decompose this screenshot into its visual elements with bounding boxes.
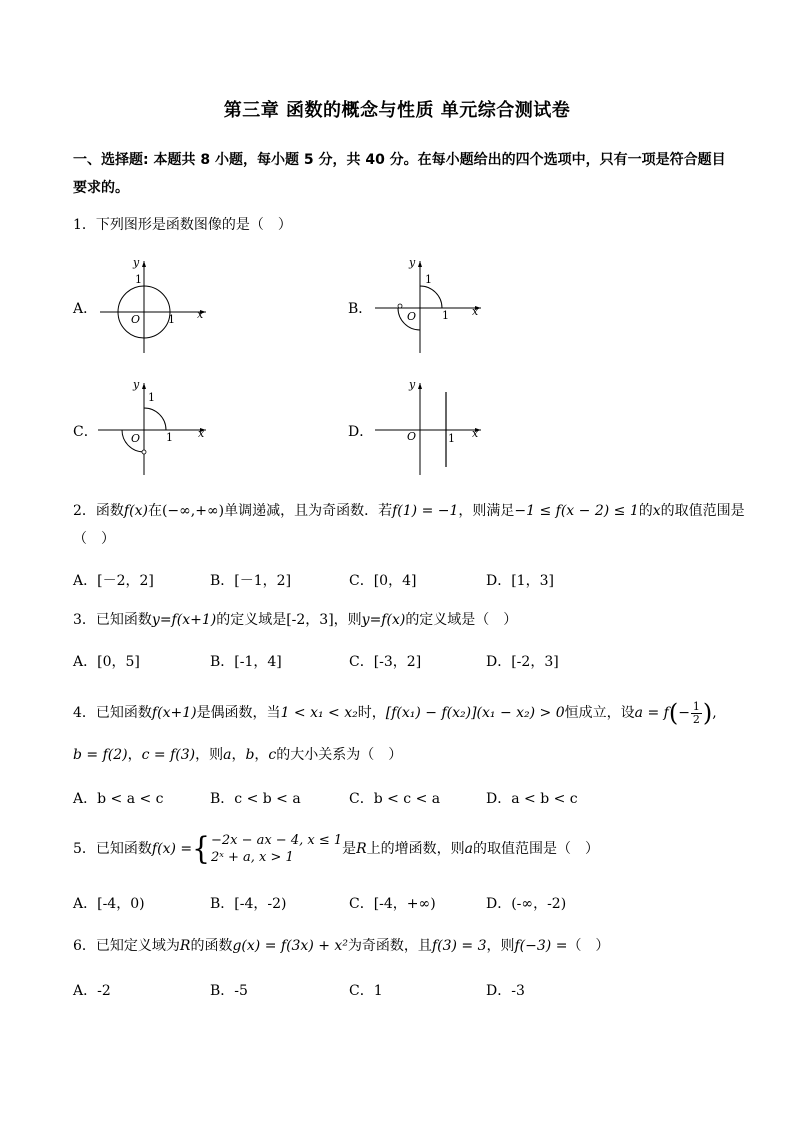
- q4-math: a: [223, 747, 232, 763]
- option-a: A．[－2，2]: [73, 573, 154, 589]
- question-4-line2: [73, 744, 402, 766]
- q4-math: c: [268, 747, 277, 763]
- x-axis-label: x: [197, 308, 204, 321]
- q4-text: ，则: [195, 747, 224, 763]
- q6-text: 6．已知定义域为: [73, 938, 180, 954]
- q4-text: 的大小关系为（ ）: [276, 747, 403, 763]
- q3-math: y=f(x+1): [151, 612, 217, 628]
- origin-label: O: [131, 432, 141, 445]
- q2-math: (−∞,+∞): [161, 503, 225, 519]
- y-axis-label: y: [133, 378, 140, 391]
- x-axis-label: x: [472, 427, 479, 440]
- option-d: D．[1，3]: [486, 573, 554, 589]
- x-one-label: 1: [168, 313, 175, 326]
- graph-b: [375, 255, 485, 355]
- q3-math: y=f(x): [361, 612, 406, 628]
- question-2-options: [73, 570, 753, 592]
- q5-math: f(x) =: [151, 841, 193, 857]
- question-3-options: [73, 651, 753, 673]
- q4-text: 时，: [357, 705, 386, 721]
- graph-a: [100, 255, 210, 355]
- q1-label-c: C．: [73, 424, 98, 440]
- q1-label-a: A．: [73, 301, 98, 317]
- q4-text: ，: [127, 747, 142, 763]
- q1-label-d: D．: [348, 424, 374, 440]
- q3-text: 3．已知函数: [73, 612, 152, 628]
- q5-case-1: −2x − ax − 4, x ≤ 1: [210, 833, 343, 848]
- option-d: D．a < b < c: [486, 791, 578, 807]
- x-axis-label: x: [198, 427, 205, 440]
- section-heading: 一、选择题: 本题共 8 小题，每小题 5 分，共 40 分。在每小题给出的四个选项中，只有一项是符合题目要求的。: [73, 152, 726, 196]
- question-2-blank: （ ）: [73, 531, 115, 547]
- q2-text: 单调递减，且为奇函数．若: [224, 503, 393, 519]
- origin-label: O: [131, 313, 141, 326]
- q4-text: 是偶函数，当: [196, 705, 281, 721]
- question-3-stem: [73, 609, 517, 631]
- graph-c: [98, 377, 210, 477]
- question-4-options: [73, 788, 753, 810]
- q5-case-2: 2ˣ + a, x > 1: [210, 850, 294, 865]
- origin-label: O: [407, 310, 417, 323]
- question-2-stem: [73, 500, 745, 522]
- x-axis-label: x: [472, 305, 479, 318]
- option-c: C．b < c < a: [349, 791, 441, 807]
- q5-brace: {: [192, 830, 210, 867]
- option-a: A．-2: [73, 983, 111, 999]
- question-4-stem: 4．已知函数f(x+1)是偶函数，当1 < x₁ < x₂时，[f(x₁) − f(x₂)](x₁ − x₂) > 0恒成立，设a = f(− $\frac{1}{2}$ ),: [73, 699, 717, 727]
- q4-text: ，: [231, 747, 246, 763]
- option-c: C．[0，4]: [349, 573, 417, 589]
- y-axis-label: y: [409, 256, 416, 269]
- q4-paren: ): [702, 699, 713, 727]
- q4-math: 1 < x₁ < x₂: [280, 705, 358, 721]
- q6-text: 为奇函数，且: [347, 938, 432, 954]
- option-d: D．-3: [486, 983, 525, 999]
- option-b: B．[-1，4]: [210, 654, 282, 670]
- q5-text: 上的增函数，则: [366, 841, 465, 857]
- y-axis-label: y: [409, 378, 416, 391]
- q5-math: R: [356, 841, 367, 857]
- q6-math: f(3) = 3: [431, 938, 487, 954]
- y-axis-label: y: [133, 256, 140, 269]
- option-c: C．[-3，2]: [349, 654, 422, 670]
- q6-text: 的函数: [190, 938, 233, 954]
- option-b: B．c < b < a: [210, 791, 301, 807]
- q2-text: ，则满足: [458, 503, 515, 519]
- option-b: B．-5: [210, 983, 248, 999]
- q5-text: 的取值范围是（ ）: [473, 841, 600, 857]
- option-a: A．[0，5]: [73, 654, 140, 670]
- q3-text: 的定义域是（ ）: [405, 612, 518, 628]
- q5-text: 5．已知函数: [73, 841, 152, 857]
- q2-text: 2．函数: [73, 503, 124, 519]
- option-b: B．[－1，2]: [210, 573, 292, 589]
- q6-math: f(−3) =: [514, 938, 568, 954]
- q5-math: a: [464, 841, 474, 857]
- q2-math: (x): [129, 503, 148, 519]
- y-one-label: 1: [425, 273, 432, 286]
- q4-text: ，: [254, 747, 269, 763]
- q4-text: 4．已知函数: [73, 705, 152, 721]
- q6-text: ，则: [486, 938, 515, 954]
- question-5-options: [73, 893, 753, 915]
- q3-text: 的定义域是[-2，3]，则: [216, 612, 362, 628]
- option-a: A．[-4，0): [73, 896, 145, 912]
- q4-text: 恒成立，设: [564, 705, 635, 721]
- q6-math: g(x) = f(3x) + x²: [232, 938, 348, 954]
- q4-math: b = f(2): [73, 747, 128, 763]
- q2-text: 的: [638, 503, 653, 519]
- origin-label: O: [407, 430, 417, 443]
- q4-paren: (: [668, 699, 679, 727]
- option-c: C．1: [349, 983, 383, 999]
- question-6-stem: [73, 935, 609, 957]
- x-one-label: 1: [448, 432, 455, 445]
- q4-math: f(x+1): [151, 705, 197, 721]
- option-d: D．[-2，3]: [486, 654, 559, 670]
- x-one-label: 1: [442, 309, 449, 322]
- q1-label-b: B．: [348, 301, 373, 317]
- q5-text: 是: [342, 841, 357, 857]
- option-d: D．(-∞，-2): [486, 896, 567, 912]
- q2-text: 的取值范围是: [660, 503, 745, 519]
- q6-text: （ ）: [567, 938, 610, 954]
- q2-math: −1 ≤ f(x − 2) ≤ 1: [514, 503, 639, 519]
- q2-text: 在: [147, 503, 162, 519]
- q4-math: c = f(3): [141, 747, 196, 763]
- q2-math: f(1) = −1: [392, 503, 459, 519]
- q2-math: f: [123, 503, 130, 519]
- y-one-label: 1: [148, 391, 155, 404]
- q6-math: R: [179, 938, 191, 954]
- graph-d: [375, 377, 485, 477]
- option-c: C．[-4，+∞): [349, 896, 436, 912]
- x-one-label: 1: [166, 431, 173, 444]
- question-5-stem: [73, 830, 599, 868]
- question-1-stem: 1．下列图形是函数图像的是（ ）: [73, 217, 292, 233]
- q4-fraction: [691, 701, 702, 726]
- q4-text: ,: [712, 705, 717, 721]
- fraction-numerator: 1: [692, 699, 700, 713]
- y-one-label: 1: [135, 273, 142, 286]
- q4-math: b: [245, 747, 255, 763]
- question-6-options: [73, 980, 753, 1002]
- option-b: B．[-4，-2): [210, 896, 287, 912]
- fraction-denominator: 2: [692, 712, 700, 726]
- page-title: 第三章 函数的概念与性质 单元综合测试卷: [223, 100, 571, 121]
- q5-cases: [211, 832, 342, 866]
- q2-math: x: [652, 503, 661, 519]
- q4-math: a = f: [634, 705, 669, 721]
- option-a: A．b < a < c: [73, 791, 164, 807]
- q4-math: [f(x₁) − f(x₂)](x₁ − x₂) > 0: [385, 705, 565, 721]
